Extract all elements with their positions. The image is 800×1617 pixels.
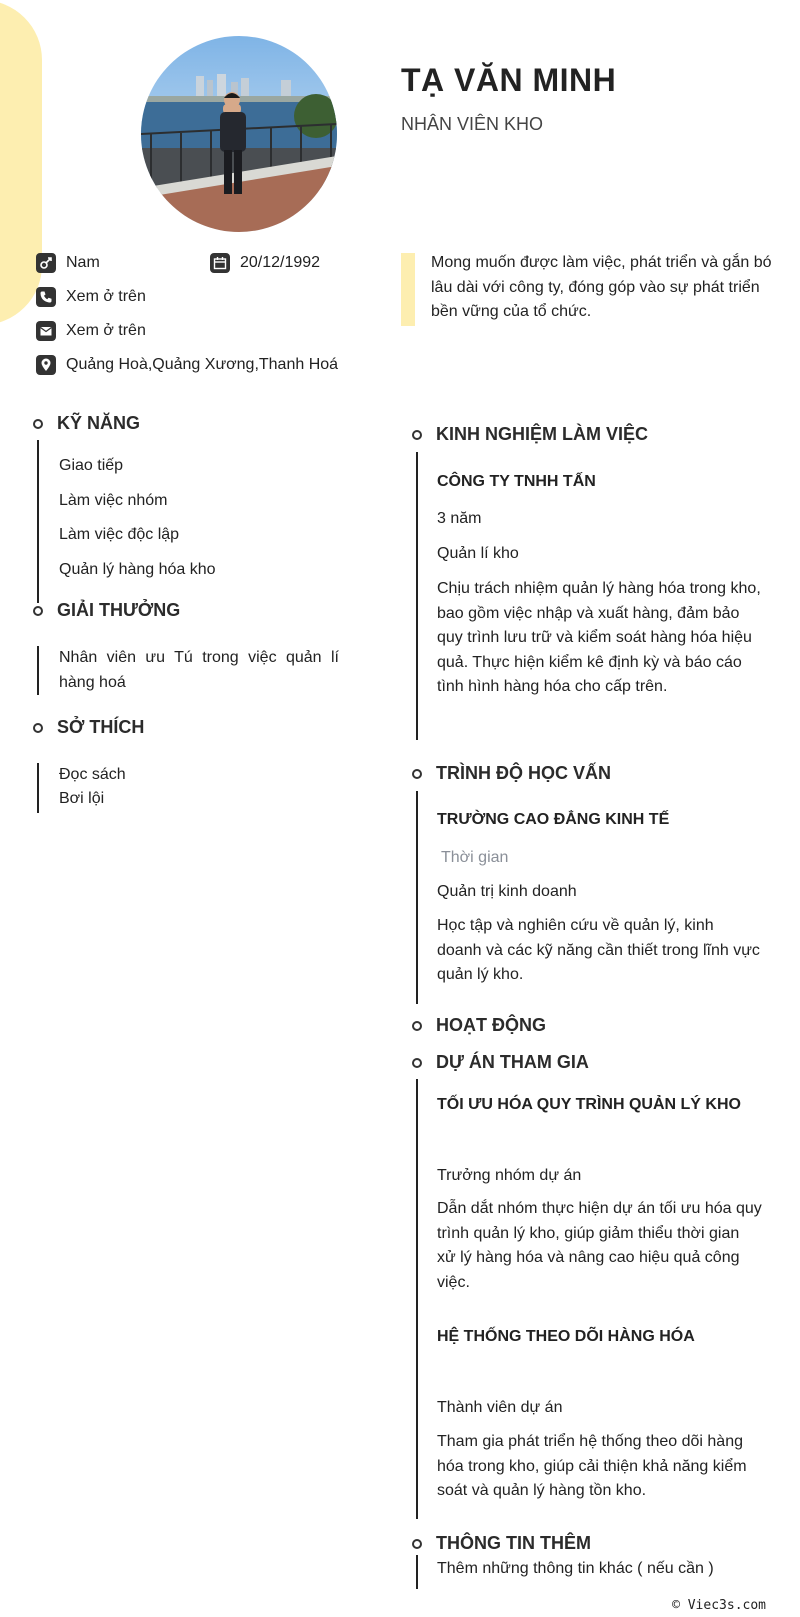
phone-value: Xem ở trên [66, 288, 146, 305]
bullet-dot [412, 769, 422, 779]
activities-section-title: HOẠT ĐỘNG [413, 1015, 546, 1036]
hobbies-section-title: SỞ THÍCH [34, 717, 144, 738]
bullet-dot [33, 419, 43, 429]
email-row [36, 321, 146, 341]
bullet-dot [412, 430, 422, 440]
address-row [36, 355, 338, 375]
address-value: Quảng Hoà,Quảng Xương,Thanh Hoá [66, 356, 339, 373]
bullet-dot [412, 1021, 422, 1031]
experience-line [416, 452, 418, 740]
project-name: HỆ THỐNG THEO DÕI HÀNG HÓA [437, 1328, 695, 1345]
education-time: Thời gian [441, 849, 509, 866]
calendar-icon [210, 253, 230, 273]
additional-info-line [416, 1555, 418, 1589]
project-description: Dẫn dắt nhóm thực hiện dự án tối ưu hóa quy trình quản lý kho, giúp giảm thiểu thời gian xử lý hàng hóa và nâng cao hiệu quả công việc. [437, 1200, 762, 1291]
school-name: TRƯỜNG CAO ĐẲNG KINH TẾ [437, 811, 670, 828]
gender-value: Nam [66, 254, 100, 271]
education-major: Quản trị kinh doanh [437, 883, 577, 900]
skill-item: Làm việc nhóm [59, 492, 168, 509]
experience-description: Chịu trách nhiệm quản lý hàng hóa trong kho, bao gồm việc nhập và xuất hàng, đảm bảo quy trình lưu trữ và kiểm soát hàng hóa hiệu quả. Thực hiện kiểm kê định kỳ và báo cáo tình hình hàng hóa cho cấp trên. [437, 580, 761, 695]
experience-duration: 3 năm [437, 510, 482, 527]
bullet-dot [33, 723, 43, 733]
hobby-item: Đọc sách [59, 766, 126, 783]
email-icon [36, 321, 56, 341]
experience-section-title: KINH NGHIỆM LÀM VIỆC [413, 424, 648, 445]
education-description: Học tập và nghiên cứu về quản lý, kinh doanh và các kỹ năng cần thiết trong lĩnh vực quản lý kho. [437, 917, 760, 983]
additional-info-section-title: THÔNG TIN THÊM [413, 1533, 591, 1554]
location-pin-icon [36, 355, 56, 375]
bullet-dot [412, 1058, 422, 1068]
bullet-dot [33, 606, 43, 616]
experience-role: Quản lí kho [437, 545, 519, 562]
skill-item: Làm việc độc lập [59, 526, 180, 543]
gender-row [36, 253, 100, 273]
project-role: Thành viên dự án [437, 1399, 563, 1416]
bullet-dot [412, 1539, 422, 1549]
phone-row [36, 287, 146, 307]
hobby-item: Bơi lội [59, 790, 105, 807]
award-item: Nhân viên ưu Tú trong việc quản lí hàng hoá [59, 649, 339, 691]
company-name: CÔNG TY TNHH TẤN [437, 473, 596, 490]
awards-line [37, 646, 39, 695]
hobbies-line [37, 763, 39, 813]
email-value: Xem ở trên [66, 322, 146, 339]
birthdate-value: 20/12/1992 [240, 254, 321, 271]
skill-item: Giao tiếp [59, 457, 124, 474]
skills-section-title: KỸ NĂNG [34, 413, 140, 434]
accent-shape [0, 0, 42, 325]
education-section-title: TRÌNH ĐỘ HỌC VẤN [413, 763, 611, 784]
education-line [416, 791, 418, 1004]
project-role: Trưởng nhóm dự án [437, 1167, 582, 1184]
project-description: Tham gia phát triển hệ thống theo dõi hàng hóa trong kho, giúp cải thiện khả năng kiểm soát và quản lý hàng tồn kho. [437, 1433, 747, 1499]
additional-info-text: Thêm những thông tin khác ( nếu cần ) [437, 1560, 714, 1577]
objective-accent-bar [401, 253, 415, 326]
skill-item: Quản lý hàng hóa kho [59, 561, 216, 578]
awards-section-title: GIẢI THƯỞNG [34, 600, 180, 621]
career-objective: Mong muốn được làm việc, phát triển và gắn bó lâu dài với công ty, đóng góp vào sự phát triển bền vững của tổ chức. [431, 254, 772, 320]
skills-line [37, 440, 39, 603]
projects-line [416, 1079, 418, 1519]
project-name: TỐI ƯU HÓA QUY TRÌNH QUẢN LÝ KHO [437, 1096, 741, 1113]
gender-icon [36, 253, 56, 273]
watermark: © Viec3s.com [672, 1598, 766, 1613]
candidate-name: TẠ VĂN MINH [401, 62, 617, 98]
phone-icon [36, 287, 56, 307]
avatar [141, 36, 337, 232]
projects-section-title: DỰ ÁN THAM GIA [413, 1052, 589, 1073]
birthdate-row [210, 253, 320, 273]
candidate-position: NHÂN VIÊN KHO [401, 114, 544, 134]
